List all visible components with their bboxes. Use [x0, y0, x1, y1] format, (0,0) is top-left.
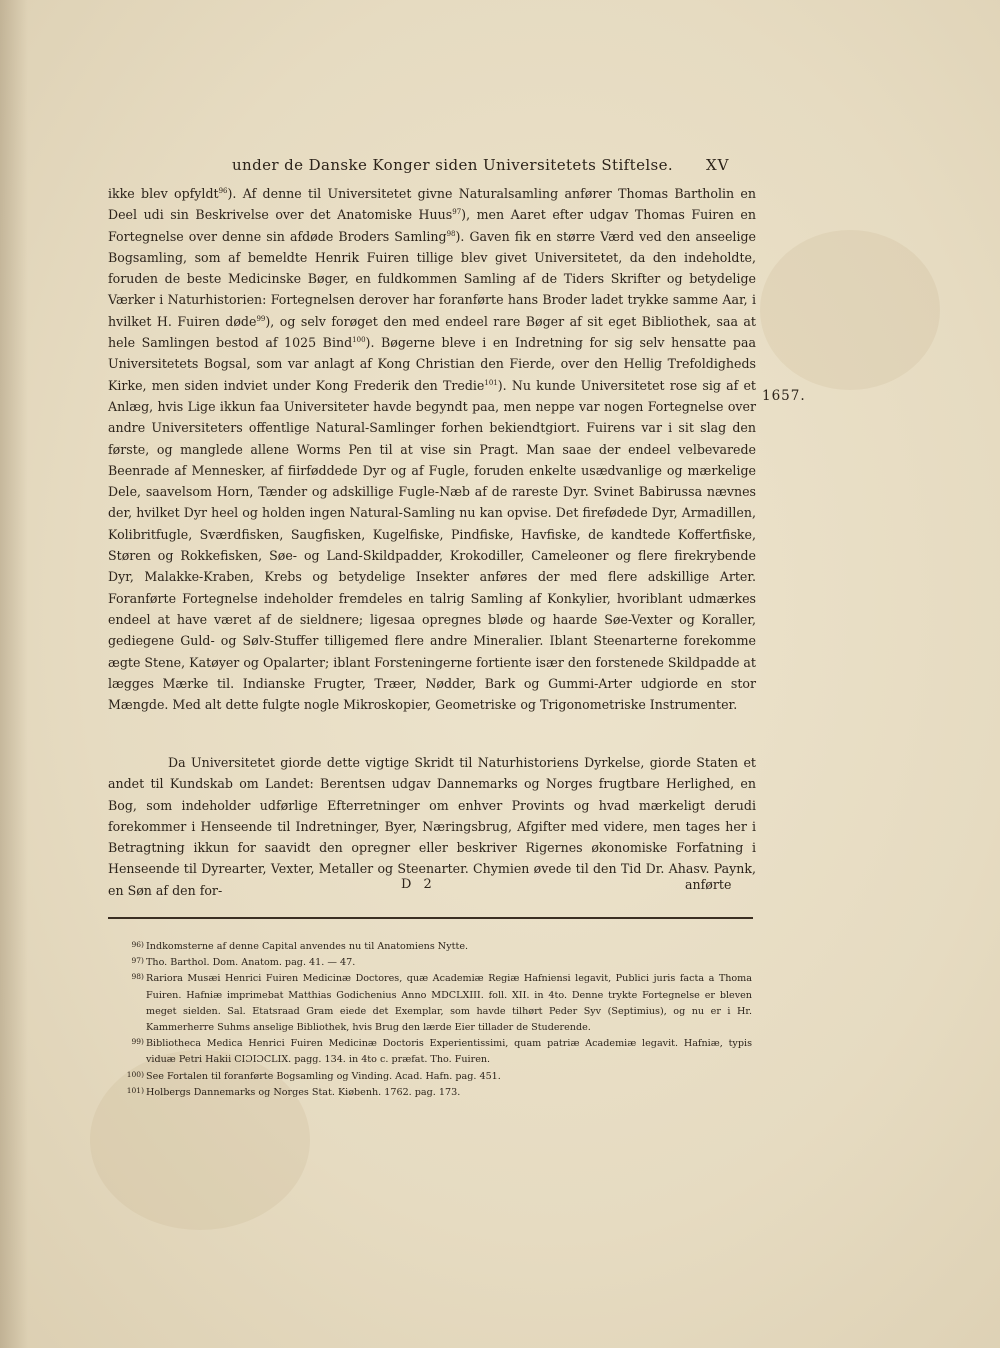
- page-number: XV: [706, 156, 730, 174]
- footnote-mark: 97): [131, 956, 144, 966]
- footnote-97: [116, 955, 752, 971]
- footnote-mark: 96): [131, 940, 144, 949]
- paragraph-2: Da Universitetet giorde dette vigtige Skridt til Naturhistoriens Dyrkelse, giorde Staten et andet til Kundskab om Landet: Berentsen udgav Dannemarks og Norges frugtbare Herlighed, en Bog, som indeholder udførlige Efterretninger om enhver Provints og hvad mærkeligt derudi forekommer i Henseende til Indretninger, Byer, Næringsbrug, Afgifter med videre, men tages her i Betragtning ikkun for saavidt den opregner eller beskriver Rigernes økonomiske Forfatning i Henseende til Dyrearter, Vexter, Metaller og Steenarter. Chymien øvede til den Tid Dr. Ahasv. Paynk, en Søn af den for-: [108, 755, 756, 898]
- text-run: ), og selv forøget den med endeel rare Bøger af sit eget Bibliothek, saa at hele Samlingen bestod af 1025 Bind: [108, 313, 756, 351]
- footnote-98: [116, 971, 752, 1036]
- footnote-101: [116, 1085, 752, 1101]
- footnote-text: Holbergs Dannemarks og Norges Stat. Kiøbenh. 1762. pag. 173.: [146, 1086, 461, 1098]
- footnote-text: Indkomsterne af denne Capital anvendes nu til Anatomiens Nytte.: [146, 941, 469, 952]
- footnote-mark: 101): [126, 1085, 144, 1095]
- footnote-ref: 96: [218, 186, 228, 195]
- footnote-text: Rariora Musæi Henrici Fuiren Medicinæ Doctores, quæ Academiæ Regiæ Hafniensi legavit, Publici juris facta a Thoma Fuiren. Hafniæ imprimebat Matthias Godichenius Anno MDCLXIII. foll. XII. in 4to. Denne trykte Fortegnelse er bleven meget sielden. Sal. Etatsraad Gram eiede det Exemplar, som havde tilhørt Peder Syv (Septimius), og nu er i Hr. Kammerherre Suhms anselige Bibliothek, hvis Brug den lærde Eier tillader de Studerende.: [146, 973, 752, 1034]
- footnotes: [116, 939, 752, 1101]
- text-run: ), men Aaret efter udgav Thomas Fuiren en Fortegnelse over denne sin afdøde Broders Samling: [108, 207, 756, 244]
- text-run: ikke blev opfyldt: [108, 186, 219, 201]
- footnote-ref: 98: [446, 229, 456, 238]
- signature-mark: D 2: [401, 877, 436, 892]
- paragraph-1: [108, 183, 756, 715]
- footnote-rule: [108, 917, 753, 919]
- footnote-100: [116, 1069, 752, 1085]
- footnote-mark: 99): [131, 1037, 144, 1047]
- footnote-text: Tho. Barthol. Dom. Anatom. pag. 41. — 47.: [146, 957, 356, 969]
- footnote-ref: 99: [256, 314, 266, 323]
- text-run: ). Bøgerne bleve i en Indretning for sig selv hensatte paa Universitetets Bogsal, som var anlagt af Kong Christian den Fierde, over den Hellig Trefoldigheds Kirke, men siden indviet under Kong Frederik den Tredie: [108, 335, 756, 393]
- running-head: under de Danske Konger siden Universitetets Stiftelse.: [232, 156, 674, 174]
- text-run: ). Nu kunde Universitetet rose sig af et Anlæg, hvis Lige ikkun faa Universiteter havde begyndt paa, men neppe var nogen Fortegnelse over andre Universiteters offentlige Natural-Samlinger forhen bekiendtgiort. Fuirens var i sit slag den første, og manglede allene Worms Pen til at vise sin Pragt. Man saae der endeel velbevarede Beenrade af Mennesker, af fiirføddede Dyr og af Fugle, foruden enkelte usædvanlige og mærkelige Dele, saavelsom Horn, Tænder og adskillige Fugle-Næb af de rareste Dyr. Svinet Babirussa nævnes der, hvilket Dyr heel og holden ingen Natural-Samling nu kan opvise. Det firefødede Dyr, Armadillen, Kolibritfugle, Sværdfisken, Saugfisken, Kugelfiske, Pindfiske, Havfiske, de kandtede Koffertfiske, Støren og Rokkefisken, Søe- og Land-Skildpadder, Krokodiller, Cameleoner og flere firekrybende Dyr, Malakke-Kraben, Krebs og betydelige Insekter anføres der med flere adskillige Arter. Foranførte Fortegnelse indeholder fremdeles en talrig Samling af Konkylier, hvoriblant udmærkes endeel at have været af de sieldnere; ligesaa opregnes bløde og haarde Søe-Vexter og Koraller, gediegene Guld- og Sølv-Stuffer tilligemed flere andre Mineralier. Iblant Steenarterne forekomme ægte Stene, Katøyer og Opalarter; iblant Forsteningerne fortiente især den forstenede Skildpadde at lægges Mærke til. Indianske Frugter, Træer, Nødder, Bark og Gummi-Arter udgiorde en stor Mængde. Med alt dette fulgte nogle Mikroskopier, Geometriske og Trigonometriske Instrumenter.: [108, 377, 756, 713]
- footnote-ref: 100: [352, 335, 366, 344]
- footnote-96: [116, 939, 752, 955]
- footnote-text: See Fortalen til foranførte Bogsamling og Vinding. Acad. Hafn. pag. 451.: [146, 1070, 501, 1082]
- footnote-99: [116, 1036, 752, 1068]
- footnote-text: Bibliotheca Medica Henrici Fuiren Medicinæ Doctoris Experientissimi, quam patriæ Academiæ legavit. Hafniæ, typis viduæ Petri Hakii CIƆIƆCLIX. pagg. 134. in 4to c. præfat. Tho. Fuiren.: [146, 1038, 752, 1066]
- page-edge-shadow: [0, 0, 28, 1348]
- margin-year-note: 1657.: [762, 388, 806, 404]
- catchword: anførte: [685, 877, 732, 892]
- footnote-ref: 101: [484, 378, 498, 387]
- text-run: ). Af denne til Universitetet givne Naturalsamling anfører Thomas Bartholin en Deel udi sin Beskrivelse over det Anatomiske Huus: [108, 186, 756, 223]
- text-run: ). Gaven fik en større Værd ved den anseelige Bogsamling, som af bemeldte Henrik Fuiren tillige blev givet Universitetet, da den indeholdte, foruden de beste Medicinske Bøger, en fuldkommen Samling af de Tiders Skrifter og betydelige Værker i Naturhistorien: Fortegnelsen derover har foranførte hans Broder ladet trykke samme Aar, i hvilket H. Fuiren døde: [108, 228, 757, 329]
- footnote-ref: 97: [452, 208, 462, 217]
- footnote-mark: 100): [126, 1069, 144, 1079]
- footnote-mark: 98): [131, 972, 144, 982]
- paper-stain: [760, 230, 940, 390]
